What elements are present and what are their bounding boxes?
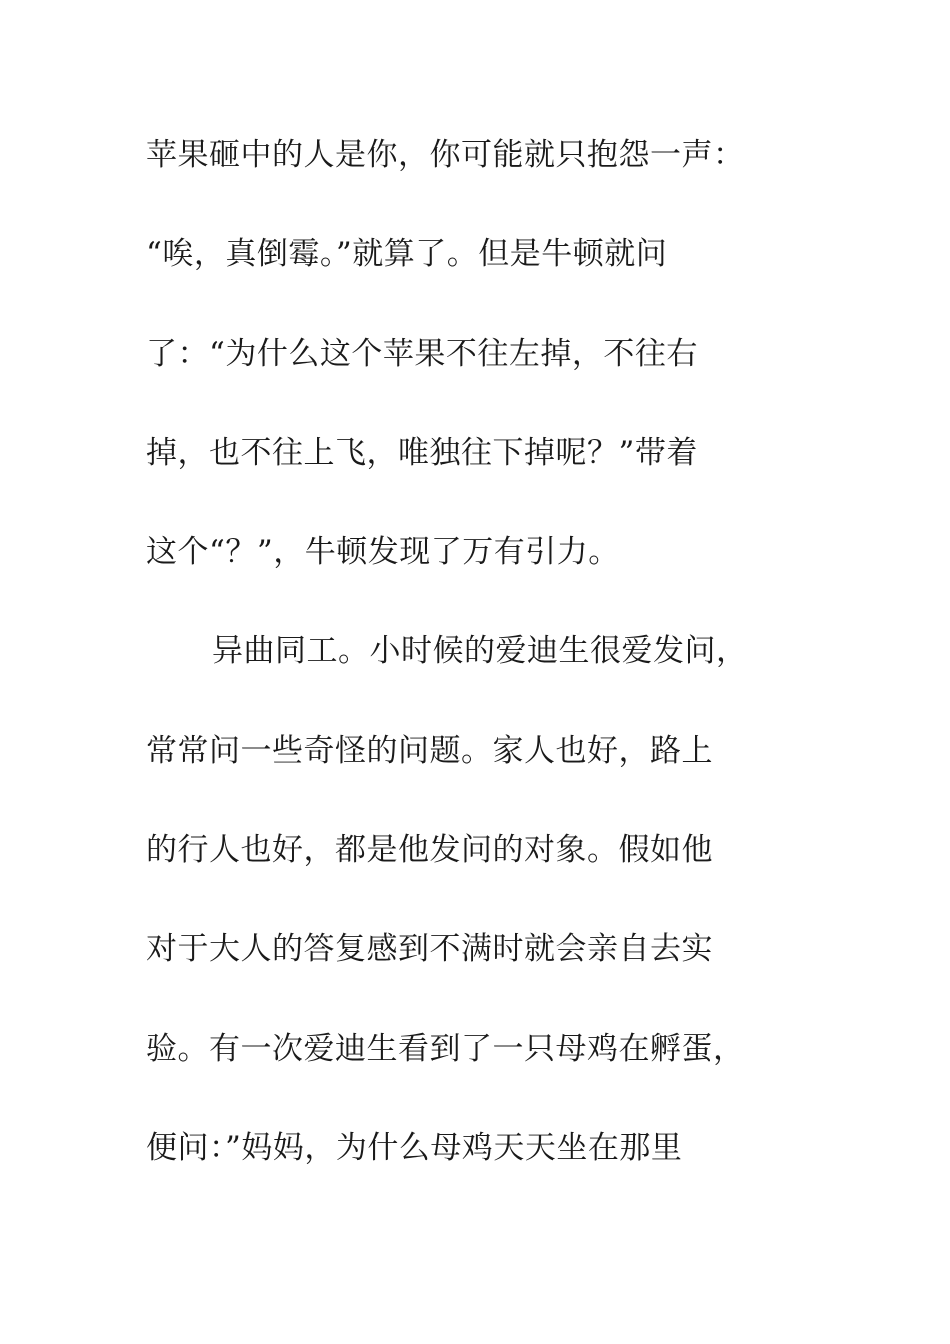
body-text — [146, 126, 786, 1218]
text-line: 对于大人的答复感到不满时就会亲自去实 — [146, 931, 713, 968]
paragraph-start-line: 异曲同工。小时候的爱迪生很爱发问， — [212, 633, 748, 670]
text-line: 的行人也好，都是他发问的对象。假如他 — [146, 832, 713, 869]
text-line: 了：“为什么这个苹果不往左掉，不往右 — [146, 335, 698, 372]
text-line: 苹果砸中的人是你，你可能就只抱怨一声： — [146, 137, 745, 173]
text-line: 便问：”妈妈，为什么母鸡天天坐在那里 — [146, 1129, 683, 1166]
text-line: 掉，也不往上飞，唯独往下掉呢？”带着 — [146, 434, 698, 471]
text-line: 验。有一次爱迪生看到了一只母鸡在孵蛋， — [146, 1030, 745, 1067]
text-line: 常常问一些奇怪的问题。家人也好，路上 — [146, 732, 713, 769]
text-line: “唉，真倒霉。”就算了。但是牛顿就问 — [146, 236, 668, 273]
text-line: 这个“？”，牛顿发现了万有引力。 — [146, 534, 620, 571]
